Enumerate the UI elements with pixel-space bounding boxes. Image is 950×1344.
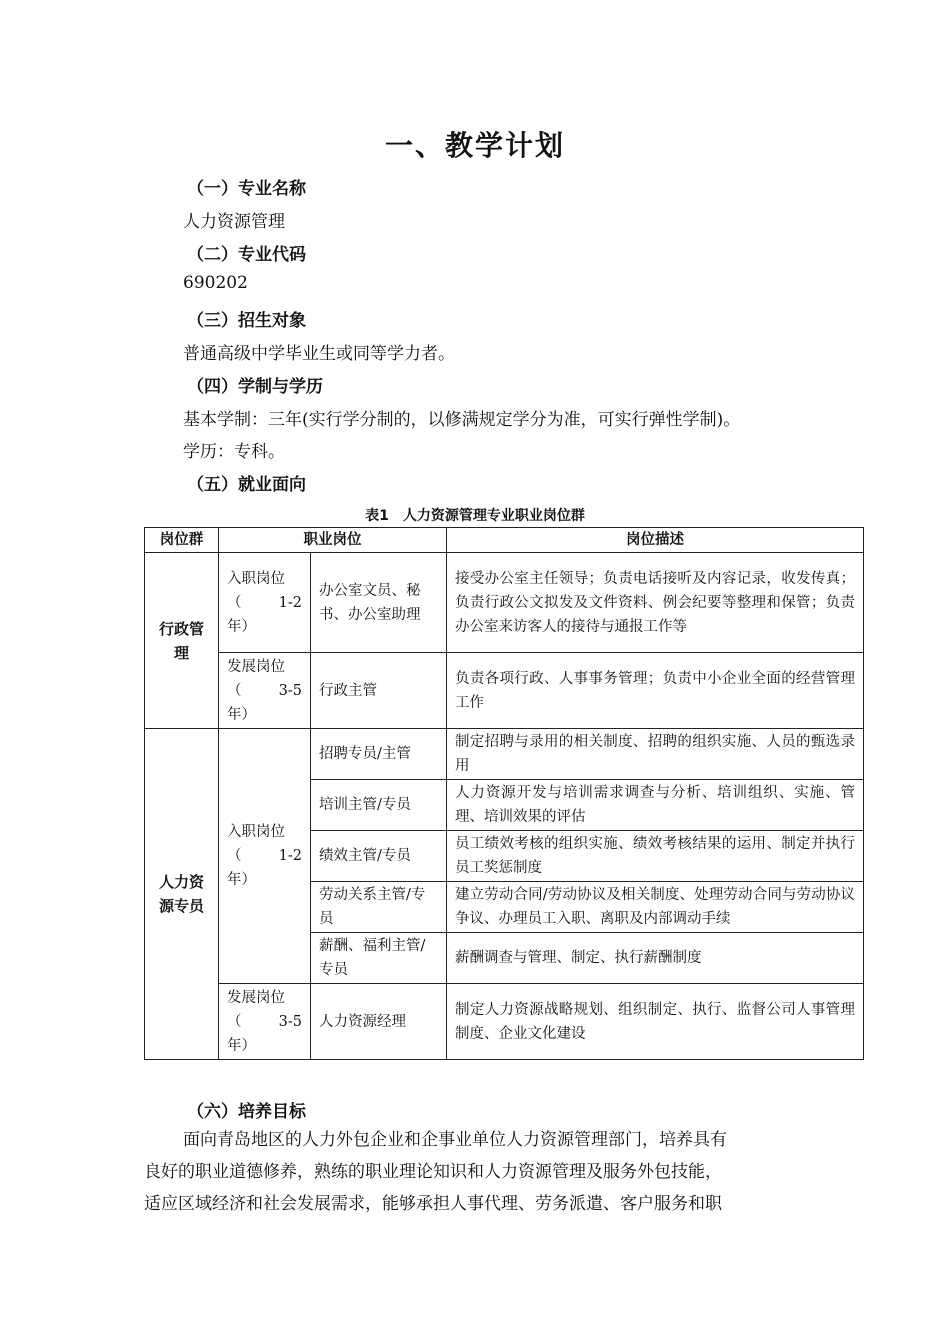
major-code-text: 690202 <box>183 273 248 293</box>
header-position: 职业岗位 <box>219 528 447 553</box>
duration-text: 基本学制：三年(实行学分制的，以修满规定学分为准，可实行弹性学制)。 <box>183 410 741 430</box>
job-description: 员工绩效考核的组织实施、绩效考核结果的运用、制定并执行员工奖惩制度 <box>447 831 864 882</box>
job-description: 薪酬调查与管理、制定、执行薪酬制度 <box>447 933 864 984</box>
stage-development: 发展岗位 （ 3-5 年） <box>219 653 311 729</box>
paragraph-line: 适应区域经济和社会发展需求，能够承担人事代理、劳务派遣、客户服务和职 <box>144 1194 722 1214</box>
section-heading-major-code: （二）专业代码 <box>187 245 306 265</box>
job-description: 人力资源开发与培训需求调查与分析、培训组织、实施、管理、培训效果的评估 <box>447 780 864 831</box>
section-heading-training-goal: （六）培养目标 <box>187 1102 306 1122</box>
job-positions-table <box>144 527 864 1060</box>
section-heading-major-name: （一）专业名称 <box>187 179 306 199</box>
enrollment-text: 普通高级中学毕业生或同等学力者。 <box>183 344 455 364</box>
job-description: 接受办公室主任领导；负责电话接听及内容记录，收发传真；负责行政公文拟发及文件资料、例会纪要等整理和保管；负责办公室来访客人的接待与通报工作等 <box>447 553 864 653</box>
table-caption: 表1 人力资源管理专业职业岗位群 <box>365 508 585 524</box>
group-admin: 行政管理 <box>145 553 219 729</box>
paragraph-line: 面向青岛地区的人力外包企业和企事业单位人力资源管理部门，培养具有 <box>183 1130 727 1150</box>
job-title: 薪酬、福利主管/专员 <box>311 933 447 984</box>
section-heading-employment: （五）就业面向 <box>187 475 306 495</box>
job-title: 人力资源经理 <box>311 984 447 1060</box>
job-description: 制定人力资源战略规划、组织制定、执行、监督公司人事管理制度、企业文化建设 <box>447 984 864 1060</box>
table-row <box>145 653 864 729</box>
job-description: 建立劳动合同/劳动协议及相关制度、处理劳动合同与劳动协议争议、办理员工入职、离职及内部调动手续 <box>447 882 864 933</box>
job-title: 招聘专员/主管 <box>311 729 447 780</box>
job-description: 负责各项行政、人事事务管理；负责中小企业全面的经营管理工作 <box>447 653 864 729</box>
section-heading-enrollment: （三）招生对象 <box>187 311 306 331</box>
stage-entry: 入职岗位 （ 1-2 年） <box>219 553 311 653</box>
degree-text: 学历：专科。 <box>183 442 285 462</box>
major-name-text: 人力资源管理 <box>183 212 285 232</box>
section-heading-duration: （四）学制与学历 <box>187 377 323 397</box>
paragraph-line: 良好的职业道德修养，熟练的职业理论知识和人力资源管理及服务外包技能， <box>144 1162 722 1182</box>
job-title: 绩效主管/专员 <box>311 831 447 882</box>
stage-entry: 入职岗位 （ 1-2 年） <box>219 729 311 984</box>
header-description: 岗位描述 <box>447 528 864 553</box>
job-title: 劳动关系主管/专员 <box>311 882 447 933</box>
table-row <box>145 984 864 1060</box>
header-group: 岗位群 <box>145 528 219 553</box>
job-title: 行政主管 <box>311 653 447 729</box>
table-row <box>145 729 864 780</box>
stage-development: 发展岗位 （ 3-5 年） <box>219 984 311 1060</box>
table-header-row <box>145 528 864 553</box>
job-description: 制定招聘与录用的相关制度、招聘的组织实施、人员的甄选录用 <box>447 729 864 780</box>
job-title: 办公室文员、秘书、办公室助理 <box>311 553 447 653</box>
page-title: 一、教学计划 <box>384 129 565 162</box>
table-row <box>145 553 864 653</box>
group-hr-specialist: 人力资源专员 <box>145 729 219 1060</box>
job-title: 培训主管/专员 <box>311 780 447 831</box>
